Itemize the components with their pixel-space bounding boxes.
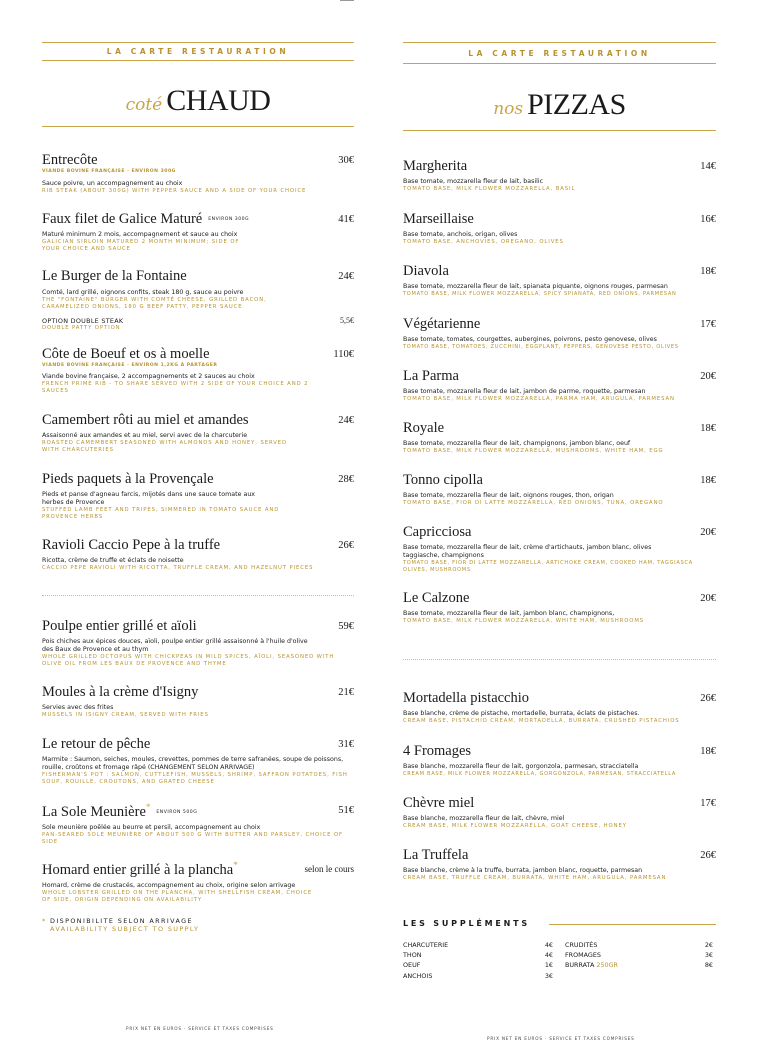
- item-price: 26€: [700, 693, 716, 704]
- item-description: Ricotta, crème de truffe et éclats de noisette: [42, 557, 184, 564]
- note-english: AVAILABILITY SUBJECT TO SUPPLY: [50, 925, 200, 933]
- menu-item: [403, 263, 716, 298]
- menu-item: [42, 684, 354, 719]
- item-price: 28€: [338, 474, 354, 485]
- supplement-label: OEUF: [403, 961, 421, 970]
- note-star: *: [42, 917, 47, 925]
- divider: [403, 63, 716, 64]
- item-description: Base tomate, mozzarella fleur de lait, basilic: [403, 178, 544, 185]
- supplement-label: BURRATA: [565, 961, 595, 970]
- item-price: 110€: [333, 349, 354, 360]
- menu-item: [403, 316, 716, 351]
- availability-note: [42, 917, 199, 933]
- title-main: CHAUD: [166, 84, 271, 117]
- item-price: 51€: [338, 805, 354, 816]
- menu-item: [42, 152, 354, 195]
- item-description: Base tomate, mozzarella fleur de lait, oignons rouges, thon, origan: [403, 492, 614, 499]
- item-price: 24€: [338, 271, 354, 282]
- item-name: La Parma: [403, 368, 459, 384]
- menu-item: [42, 736, 354, 786]
- item-subtitle: VIANDE BOVINE FRANÇAISE · ENVIRON 1,2KG À PARTAGER: [42, 363, 218, 368]
- dotted-divider: [403, 659, 716, 660]
- item-name: Diavola: [403, 263, 449, 279]
- divider: [42, 126, 354, 127]
- menu-item: [403, 158, 716, 193]
- item-name: Pieds paquets à la Provençale: [42, 471, 214, 487]
- item-name: Camembert rôti au miel et amandes: [42, 412, 249, 428]
- item-english: TOMATO BASE, FIOR DI LATTE MOZZARELLA, RED ONIONS, TUNA, OREGANO: [403, 500, 664, 506]
- item-description: Viande bovine française, 2 accompagnements et 2 sauces au choix: [42, 373, 255, 380]
- supplement-price: 4€: [544, 941, 553, 949]
- item-name: Mortadella pistacchio: [403, 690, 530, 706]
- menu-item: [403, 590, 716, 625]
- item-price: 21€: [338, 687, 354, 698]
- menu-item: [403, 472, 716, 507]
- note-french: DISPONIBILITE SELON ARRIVAGE: [50, 917, 193, 925]
- item-english: CREAM BASE, TRUFFLE CREAM, BURRATA, WHITE HAM, ARUGULA, PARMESAN: [403, 875, 667, 881]
- item-name-text: Faux filet de Galice Maturé: [42, 211, 203, 227]
- supplement-label: CHARCUTERIE: [403, 941, 449, 949]
- supplement-price: 8€: [704, 961, 713, 970]
- item-english: TOMATO BASE, MILK FLOWER MOZZARELLA, BASIL: [403, 186, 576, 192]
- item-price: 18€: [700, 266, 716, 277]
- menu-item: [403, 368, 716, 403]
- item-price: 16€: [700, 214, 716, 225]
- menu-item: [403, 690, 716, 725]
- item-description: Base tomate, tomates, courgettes, aubergines, poivrons, pesto genovese, olives: [403, 336, 657, 343]
- item-price: 18€: [700, 475, 716, 486]
- item-description: Base blanche, mozzarella fleur de lait, gorgonzola, parmesan, stracciatella: [403, 763, 639, 770]
- item-english: WHOLE LOBSTER GRILLED ON THE PLANCHA, WITH SHELLFISH CREAM, CHOICE OF SIDE, ORIGIN DEPENDING ON AVAILABILITY: [42, 889, 313, 903]
- supplement-label: CRUDITÉS: [565, 941, 598, 949]
- supplements-list-right: [565, 940, 713, 971]
- item-name: Capricciosa: [403, 524, 472, 540]
- item-name: Royale: [403, 420, 445, 436]
- item-name: La Truffela: [403, 847, 469, 863]
- item-english: MUSSELS IN ISIGNY CREAM, SERVED WITH FRIES: [42, 712, 209, 718]
- dotted-divider: [42, 595, 354, 596]
- item-english: TOMATO BASE, TOMATOES, ZUCCHINI, EGGPLANT, PEPPERS, GENOVESE PESTO, OLIVES: [403, 344, 679, 350]
- supplement-row: [403, 971, 553, 981]
- menu-item: [42, 471, 354, 521]
- item-price: 30€: [338, 155, 354, 166]
- item-english: FISHERMAN'S POT : SALMON, CUTTLEFISH, MUSSELS, SHRIMP, SAFFRON POTATOES, FISH SOUP, ROUILLE, CROUTONS, AND GRATED CHEESE: [42, 772, 348, 785]
- supplement-row: [403, 940, 553, 950]
- item-description: Comté, lard grillé, oignons confits, steak 180 g, sauce au poivre: [42, 289, 244, 296]
- item-description: Base tomate, mozzarella fleur de lait, jambon de parme, roquette, parmesan: [403, 388, 646, 395]
- item-english: PAN-SEARED SOLE MEUNIÈRE OF ABOUT 500 G WITH BUTTER AND PARSLEY, CHOICE OF SIDE: [42, 831, 344, 845]
- crop-mark: [340, 0, 354, 1]
- item-english: TOMATO BASE, FIOR DI LATTE MOZZARELLA, ARTICHOKE CREAM, COOKED HAM, TAGGIASCA OLIVES, MUSHROOMS: [403, 560, 693, 573]
- footer-note: PRIX NET EN EUROS · SERVICE ET TAXES COMPRISES: [487, 1036, 635, 1041]
- item-name: Tonno cipolla: [403, 472, 483, 488]
- item-price: 17€: [700, 319, 716, 330]
- availability-star: *: [233, 860, 238, 870]
- item-price: 17€: [700, 798, 716, 809]
- menu-item: [42, 618, 354, 668]
- menu-item: [403, 211, 716, 246]
- item-option: [42, 317, 354, 332]
- menu-item: [42, 268, 354, 332]
- item-price: 14€: [700, 161, 716, 172]
- item-name-text: Homard entier grillé à la plancha: [42, 861, 234, 878]
- item-description: Base blanche, crème de pistache, mortadelle, burrata, éclats de pistaches.: [403, 710, 640, 717]
- section-title: [42, 84, 354, 118]
- supplement-row: [565, 960, 713, 970]
- item-subtitle: VIANDE BOVINE FRANÇAISE · ENVIRON 300G: [42, 169, 176, 174]
- item-english: FRENCH PRIME RIB - TO SHARE SERVED WITH 2 SIDE OF YOUR CHOICE AND 2 SAUCES: [42, 381, 309, 394]
- item-english: WHOLE GRILLED OCTOPUS WITH CHICKPEAS IN MILD SPICES, AÏOLI, SEASONED WITH OLIVE OIL FROM LES BAUX DE PROVENCE AND THYME: [42, 654, 335, 667]
- item-name: Le Calzone: [403, 590, 470, 606]
- item-description: Homard, crème de crustacés, accompagnement au choix, origine selon arrivage: [42, 881, 296, 889]
- item-description: Marmite : Saumon, seiches, moules, crevettes, pommes de terre safranées, soupe de poissons, rouille, croûtons et fromage râpé (CHANGEMENT SELON ARRIVAGE): [42, 756, 344, 771]
- menu-item: [42, 802, 354, 846]
- item-price: 24€: [338, 415, 354, 426]
- menu-item: [403, 795, 716, 830]
- item-price: 20€: [700, 527, 716, 538]
- item-name: Chèvre miel: [403, 795, 475, 811]
- menu-item: [42, 537, 354, 572]
- supplement-price: 3€: [704, 951, 713, 960]
- item-name: Marseillaise: [403, 211, 474, 227]
- item-english: TOMATO BASE, MILK FLOWER MOZZARELLA, WHITE HAM, MUSHROOMS: [403, 618, 645, 624]
- item-description: Assaisonné aux amandes et au miel, servi avec de la charcuterie: [42, 432, 248, 439]
- item-description: Base blanche, crème à la truffe, burrata, jambon blanc, roquette, parmesan: [403, 867, 643, 874]
- supplements-title: LES SUPPLÉMENTS: [403, 919, 530, 928]
- item-description: Sole meunière poêlée au beurre et persil, accompagnement au choix: [42, 823, 261, 831]
- item-description: Pois chiches aux épices douces, aïoli, poulpe entier grillé assaisonné à l'huile d'olive des Baux de Provence et au thym: [42, 638, 308, 653]
- menu-item: [403, 743, 716, 778]
- item-price: 26€: [338, 540, 354, 551]
- title-main: PIZZAS: [527, 88, 626, 121]
- item-price: 26€: [700, 850, 716, 861]
- item-name: Le Burger de la Fontaine: [42, 268, 187, 284]
- item-description: Base tomate, anchois, origan, olives: [403, 231, 518, 238]
- menu-item: [42, 412, 354, 454]
- item-english: ROASTED CAMEMBERT SEASONED WITH ALMONDS AND HONEY, SERVED WITH CHARCUTERIES: [42, 440, 287, 453]
- item-name: Végétarienne: [403, 316, 481, 332]
- item-name-text: La Sole Meunière: [42, 803, 146, 820]
- title-script: nos: [493, 99, 524, 119]
- item-name: Entrecôte: [42, 152, 98, 168]
- supplement-row: [403, 950, 553, 960]
- option-price: 5,5€: [340, 316, 354, 325]
- section-header: LA CARTE RESTAURATION: [468, 49, 651, 58]
- item-english: TOMATO BASE, MILK FLOWER MOZZARELLA, SPICY SPIANATA, RED ONIONS, PARMESAN: [403, 291, 677, 297]
- item-price: 31€: [338, 739, 354, 750]
- item-name: [42, 211, 354, 228]
- option-english: DOUBLE PATTY OPTION: [42, 325, 121, 331]
- supplement-extra: 250GR: [596, 961, 618, 970]
- item-price: 18€: [700, 423, 716, 434]
- item-name: Moules à la crème d'Isigny: [42, 684, 199, 700]
- supplement-price: 2€: [704, 941, 713, 949]
- item-english: THE "FONTAINE" BURGER WITH COMTÉ CHEESE, GRILLED BACON, CARAMELIZED ONIONS, 180 G BEEF PATTY, PEPPER SAUCE: [42, 297, 267, 310]
- item-price: 41€: [338, 214, 354, 225]
- section-header: LA CARTE RESTAURATION: [106, 47, 290, 56]
- item-description: Base tomate, mozzarella fleur de lait, jambon blanc, champignons,: [403, 610, 615, 617]
- item-name: 4 Fromages: [403, 743, 472, 759]
- divider: [42, 42, 354, 43]
- supplement-label: ANCHOIS: [403, 971, 433, 980]
- item-name: [42, 802, 354, 821]
- supplement-row: [403, 960, 553, 970]
- supplement-price: 3€: [544, 971, 553, 980]
- title-script: coté: [125, 95, 163, 115]
- menu-item: [42, 211, 354, 253]
- supplement-label: FROMAGES: [565, 951, 601, 960]
- item-english: STUFFED LAMB FEET AND TRIPES, SIMMERED IN TOMATO SAUCE AND PROVENCE HERBS: [42, 507, 280, 520]
- item-description: Maturé minimum 2 mois, accompagnement et sauce au choix: [42, 231, 238, 238]
- menu-item: [403, 847, 716, 882]
- item-english: CACCIO PEPE RAVIOLI WITH RICOTTA, TRUFFLE CREAM, AND HAZELNUT PIECES: [42, 565, 314, 571]
- item-price: 18€: [700, 746, 716, 757]
- item-name: Margherita: [403, 158, 468, 174]
- item-description: Servies avec des frites: [42, 704, 114, 711]
- item-description: Base blanche, mozzarella fleur de lait, chèvre, miel: [403, 815, 565, 822]
- divider: [403, 42, 716, 43]
- item-english: TOMATO BASE, MILK FLOWER MOZZARELLA, PARMA HAM, ARUGULA, PARMESAN: [403, 396, 675, 402]
- item-price: selon le cours: [304, 864, 354, 874]
- menu-item: [42, 346, 354, 395]
- supplement-label: THON: [403, 951, 422, 960]
- item-description: Base tomate, mozzarella fleur de lait, crème d'artichauts, jambon blanc, olives taggiasche, champignons: [403, 544, 652, 559]
- supplement-price: 1€: [544, 961, 553, 970]
- item-price: 20€: [700, 593, 716, 604]
- section-title: [403, 88, 716, 122]
- footer-note: PRIX NET EN EUROS · SERVICE ET TAXES COMPRISES: [126, 1026, 274, 1031]
- item-description: Base tomate, mozzarella fleur de lait, spianata piquante, oignons rouges, parmesan: [403, 283, 668, 290]
- availability-star: *: [145, 802, 151, 812]
- item-name: Ravioli Caccio Pepe à la truffe: [42, 537, 221, 553]
- supplement-row: [565, 950, 713, 960]
- menu-item: [403, 420, 716, 455]
- item-english: TOMATO BASE, MILK FLOWER MOZZARELLA, MUSHROOMS, WHITE HAM, EGG: [403, 448, 664, 454]
- item-weight: ENVIRON 300G: [208, 217, 250, 223]
- item-english: GALICIAN SIRLOIN MATURED 2 MONTH MINIMUM; SIDE OF YOUR CHOICE AND SAUCE: [42, 239, 240, 252]
- item-name: Le retour de pêche: [42, 736, 151, 752]
- supplement-price: 4€: [544, 951, 553, 960]
- item-name: Poulpe entier grillé et aïoli: [42, 618, 197, 634]
- menu-item: [403, 524, 716, 574]
- option-label: OPTION DOUBLE STEAK: [42, 317, 124, 325]
- item-english: CREAM BASE, MILK FLOWER MOZZARELLA, GORGONZOLA, PARMESAN, STRACCIATELLA: [403, 771, 677, 777]
- item-name: Côte de Boeuf et os à moelle: [42, 346, 210, 362]
- divider: [403, 130, 716, 131]
- item-price: 20€: [700, 371, 716, 382]
- item-description: Sauce poivre, un accompagnement au choix: [42, 180, 183, 187]
- item-english: RIB STEAK (ABOUT 300G) WITH PEPPER SAUCE AND A SIDE OF YOUR CHOICE: [42, 188, 307, 194]
- divider: [42, 60, 354, 61]
- supplement-row: [565, 940, 713, 950]
- item-weight: ENVIRON 500G: [156, 810, 198, 815]
- item-english: CREAM BASE, PISTACHIO CREAM, MORTADELLA, BURRATA, CRUSHED PISTACHIOS: [403, 718, 680, 724]
- item-english: TOMATO BASE, ANCHOVIES, OREGANO, OLIVES: [403, 239, 564, 245]
- supplements-list-left: [403, 940, 553, 981]
- menu-item: [42, 860, 354, 904]
- item-price: 59€: [338, 621, 354, 632]
- item-description: Base tomate, mozzarella fleur de lait, champignons, jambon blanc, oeuf: [403, 440, 631, 447]
- divider: [549, 924, 716, 925]
- item-english: CREAM BASE, MILK FLOWER MOZZARELLA, GOAT CHEESE, HONEY: [403, 823, 627, 829]
- item-description: Pieds et panse d'agneau farcis, mijotés dans une sauce tomate aux herbes de Provence: [42, 491, 256, 506]
